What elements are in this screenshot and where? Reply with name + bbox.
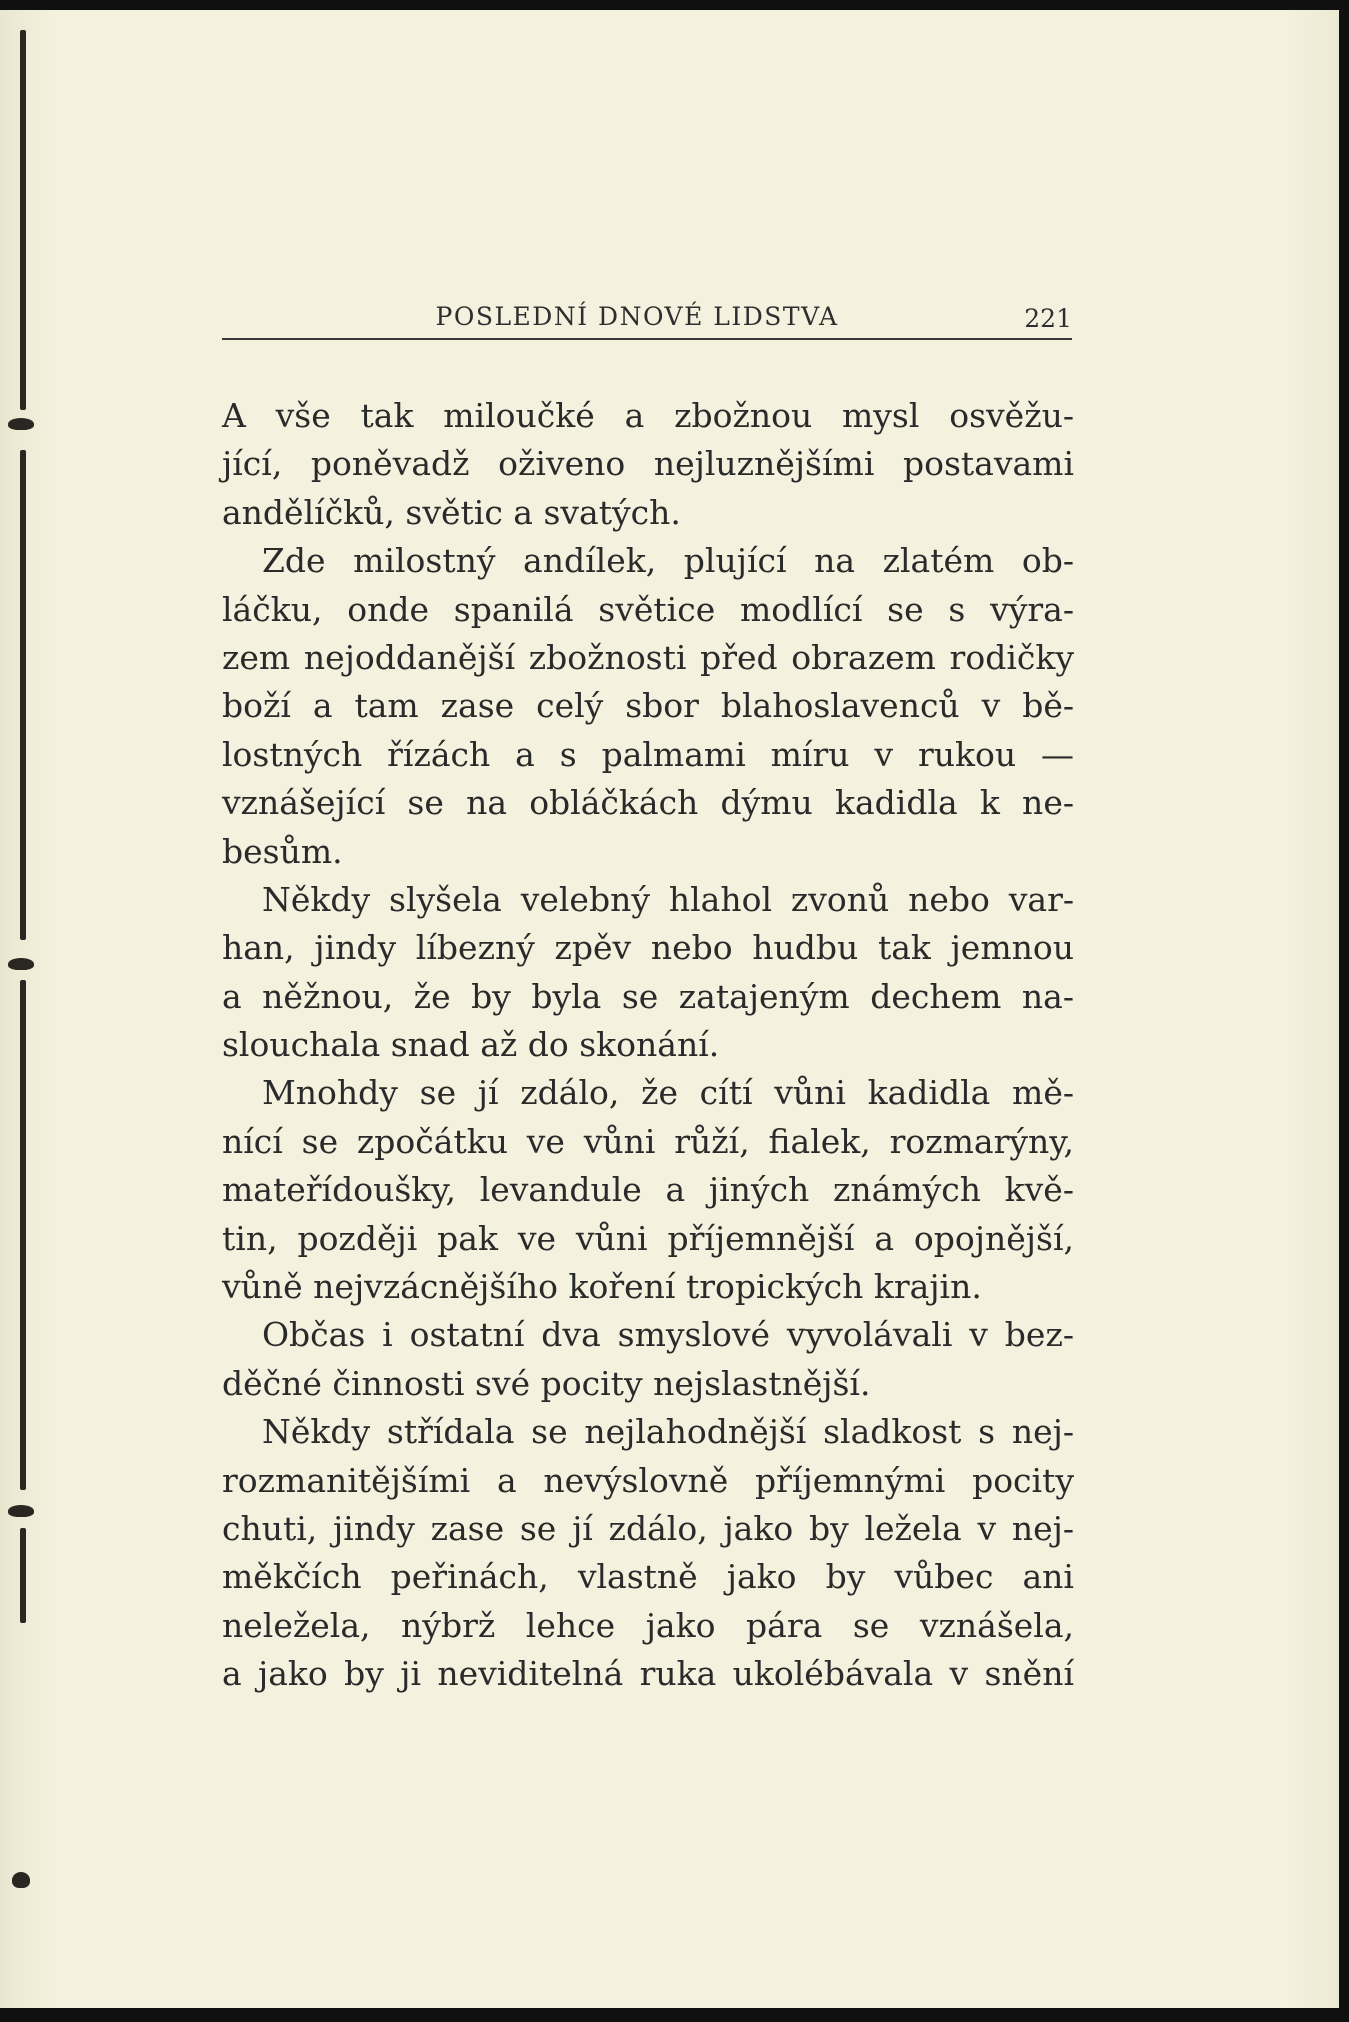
running-head	[222, 294, 1072, 340]
text-line: Někdy střídala se nejlahodnější sladkost s nej-	[262, 1412, 1074, 1452]
text-line: a jako by ji neviditelná ruka ukolébávala v snění	[222, 1654, 1074, 1694]
binding-stitches	[0, 10, 52, 2008]
text-line: nící se zpočátku ve vůni růží, fialek, rozmarýny,	[222, 1121, 1074, 1161]
text-line: lostných řízách a s palmami míru v rukou —	[222, 734, 1074, 774]
paragraph	[222, 876, 1074, 1070]
book-page	[0, 10, 1339, 2008]
text-line: láčku, onde spanilá světice modlící se s výra-	[222, 589, 1074, 629]
text-line: Občas i ostatní dva smyslové vyvolávali v bez-	[262, 1315, 1074, 1355]
text-line: slouchala snad až do skonání.	[222, 1025, 720, 1065]
paragraph	[222, 1311, 1074, 1408]
text-line: Zde milostný andílek, plující na zlatém ob-	[262, 541, 1074, 581]
running-head-title: POSLEDNÍ DNOVÉ LIDSTVA	[435, 302, 839, 331]
text-line: neležela, nýbrž lehce jako pára se vznášela,	[222, 1605, 1074, 1645]
text-line: rozmanitějšími a nevýslovně příjemnými pocity	[222, 1460, 1074, 1500]
text-line: mateřídoušky, levandule a jiných známých kvě-	[222, 1170, 1074, 1210]
text-line: han, jindy líbezný zpěv nebo hudbu tak jemnou	[222, 928, 1074, 968]
text-line: Někdy slyšela velebný hlahol zvonů nebo var-	[262, 879, 1074, 919]
text-line: děčné činnosti své pocity nejslastnější.	[222, 1363, 871, 1403]
page-number: 221	[1024, 304, 1072, 333]
paragraph	[222, 1069, 1074, 1311]
body-text	[222, 392, 1074, 1699]
text-line: vůně nejvzácnějšího koření tropických krajin.	[222, 1267, 982, 1307]
text-line: jící, poněvadž oživeno nejluznějšími postavami	[222, 444, 1074, 484]
text-line: a něžnou, že by byla se zatajeným dechem na-	[222, 976, 1074, 1016]
paragraph	[222, 537, 1074, 876]
text-line: chuti, jindy zase se jí zdálo, jako by ležela v nej-	[222, 1508, 1074, 1548]
paragraph	[222, 392, 1074, 537]
text-line: A vše tak miloučké a zbožnou mysl osvěžu-	[222, 396, 1074, 435]
text-line: měkčích peřinách, vlastně jako by vůbec ani	[222, 1557, 1074, 1597]
text-line: boží a tam zase celý sbor blahoslavenců v bě-	[222, 686, 1074, 726]
text-line: besům.	[222, 831, 343, 871]
text-line: andělíčků, světic a svatých.	[222, 492, 681, 532]
paragraph	[222, 1408, 1074, 1698]
text-line: vznášející se na obláčkách dýmu kadidla k ne-	[222, 783, 1074, 823]
text-line: zem nejoddanější zbožnosti před obrazem rodičky	[222, 637, 1074, 677]
text-line: Mnohdy se jí zdálo, že cítí vůni kadidla mě-	[262, 1073, 1074, 1113]
text-line: tin, později pak ve vůni příjemnější a opojnější,	[222, 1218, 1074, 1258]
